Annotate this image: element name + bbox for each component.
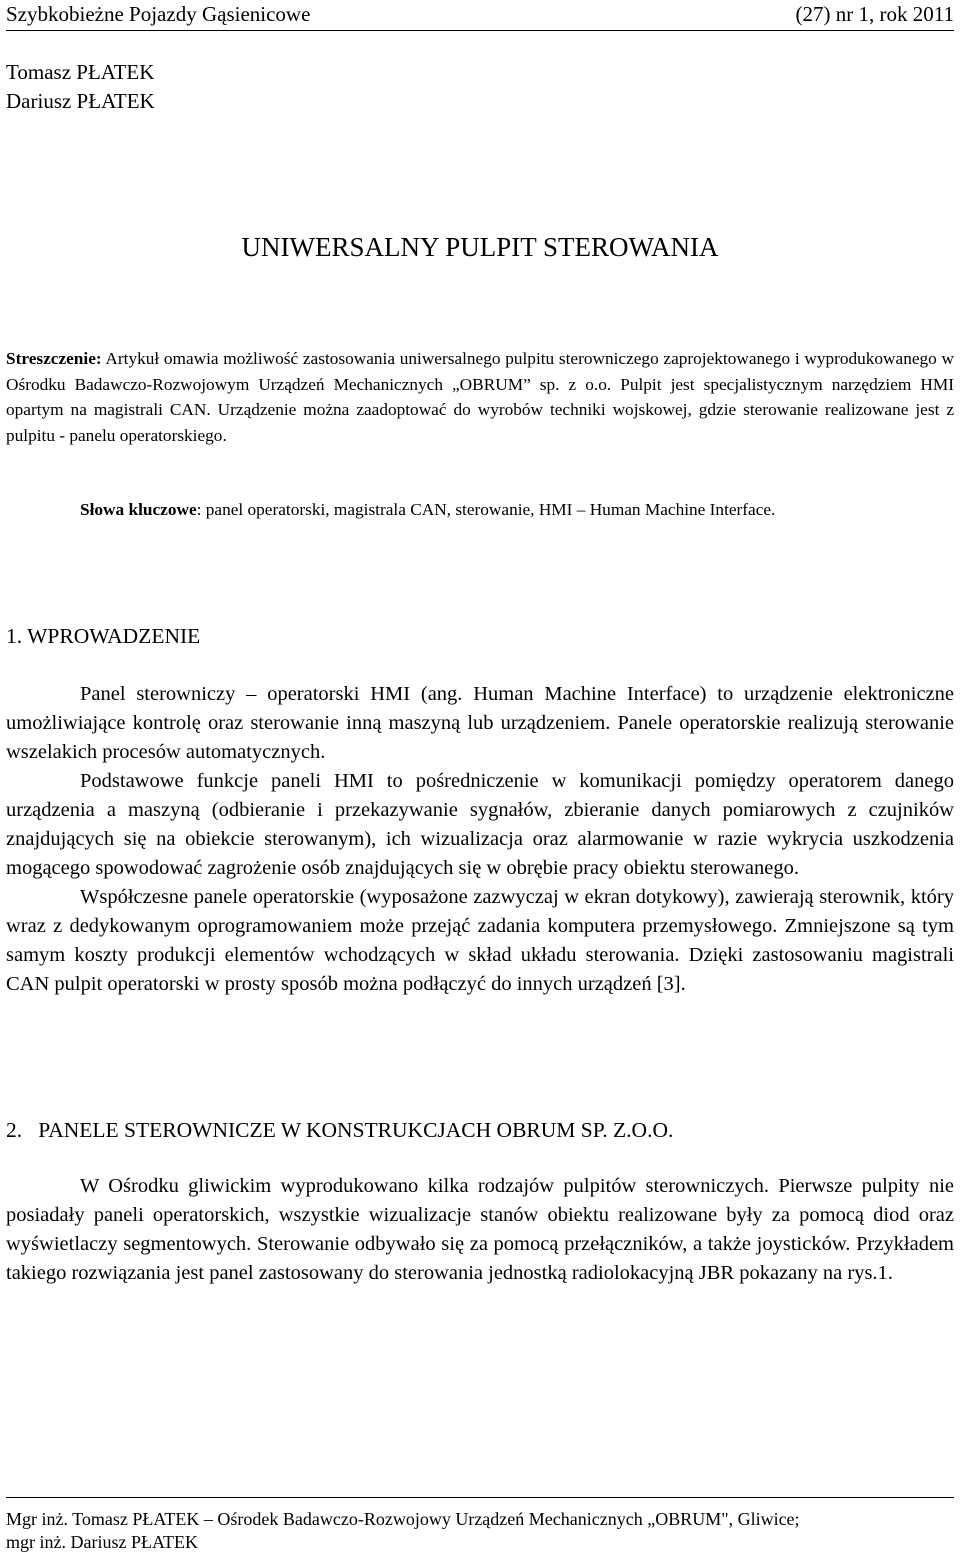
running-header xyxy=(6,0,954,31)
author-list xyxy=(6,58,155,116)
paragraph: Współczesne panele operatorskie (wyposażone zazwyczaj w ekran dotykowy), zawierają sterownik, który wraz z dedykowanym oprogramowaniem może przejąć zadania komputera przemysłowego. Zmniejszone są tym samym koszty produkcji elementów wchodzących w skład układu sterowania. Dzięki zastosowaniu magistrali CAN pulpit operatorski w prosty sposób można podłączyć do innych urządzeń [3]. xyxy=(6,886,954,995)
author-name: Dariusz PŁATEK xyxy=(6,89,155,113)
paper-title: UNIWERSALNY PULPIT STEROWANIA xyxy=(241,232,719,262)
paragraph: Podstawowe funkcje paneli HMI to pośredniczenie w komunikacji pomiędzy operatorem danego urządzenia a maszyną (odbieranie i przekazywanie sygnałów, zbieranie danych pomiarowych z czujników znajdujących się na obiekcie sterowanym), ich wizualizacja oraz alarmowanie w razie wykrycia uszkodzenia mogącego spowodować zagrożenie osób znajdujących się w obrębie pracy obiektu sterowanego. xyxy=(6,770,954,879)
author-name: Tomasz PŁATEK xyxy=(6,60,155,84)
issue-info: (27) nr 1, rok 2011 xyxy=(795,2,954,26)
section-heading: 2. PANELE STEROWNICZE W KONSTRUKCJACH OBRUM SP. Z.O.O. xyxy=(6,1118,674,1142)
footnote xyxy=(6,1497,954,1554)
keywords-text: : panel operatorski, magistrala CAN, sterowanie, HMI – Human Machine Interface. xyxy=(196,500,776,519)
section-body xyxy=(6,1172,954,1288)
keywords-label: Słowa kluczowe xyxy=(80,500,197,519)
section-body xyxy=(6,680,954,999)
paragraph: Panel sterowniczy – operatorski HMI (ang. Human Machine Interface) to urządzenie elektroniczne umożliwiające kontrolę oraz sterowanie inną maszyną lub urządzeniem. Panele operatorskie realizują sterowanie wszelakich procesów automatycznych. xyxy=(6,683,954,763)
paragraph: W Ośrodku gliwickim wyprodukowano kilka rodzajów pulpitów sterowniczych. Pierwsze pulpity nie posiadały paneli operatorskich, wszystkie wizualizacje stanów obiektu realizowane były za pomocą diod oraz wyświetlaczy segmentowych. Sterowanie odbywało się za pomocą przełączników, a także joysticków. Przykładem takiego rozwiązania jest panel zastosowany do sterowania jednostką radiolokacyjną JBR pokazany na rys.1. xyxy=(6,1175,954,1284)
abstract-text: Artykuł omawia możliwość zastosowania uniwersalnego pulpitu sterowniczego zaprojektowanego i wyprodukowanego w Ośrodku Badawczo-Rozwojowym Urządzeń Mechanicznych „OBRUM” sp. z o.o. Pulpit jest specjalistycznym narzędziem HMI opartym na magistrali CAN. Urządzenie można zaadoptować do wyrobów techniki wojskowej, gdzie sterowanie realizowane jest z pulpitu - panelu operatorskiego. xyxy=(6,349,954,445)
abstract-label: Streszczenie: xyxy=(6,349,102,368)
abstract xyxy=(6,346,954,448)
footnote-line: mgr inż. Dariusz PŁATEK xyxy=(6,1532,198,1552)
section-heading: 1. WPROWADZENIE xyxy=(6,624,201,648)
journal-name: Szybkobieżne Pojazdy Gąsienicowe xyxy=(6,2,311,26)
keywords xyxy=(6,497,954,522)
footnote-line: Mgr inż. Tomasz PŁATEK – Ośrodek Badawczo-Rozwojowy Urządzeń Mechanicznych „OBRUM", Gliwice; xyxy=(6,1509,800,1529)
